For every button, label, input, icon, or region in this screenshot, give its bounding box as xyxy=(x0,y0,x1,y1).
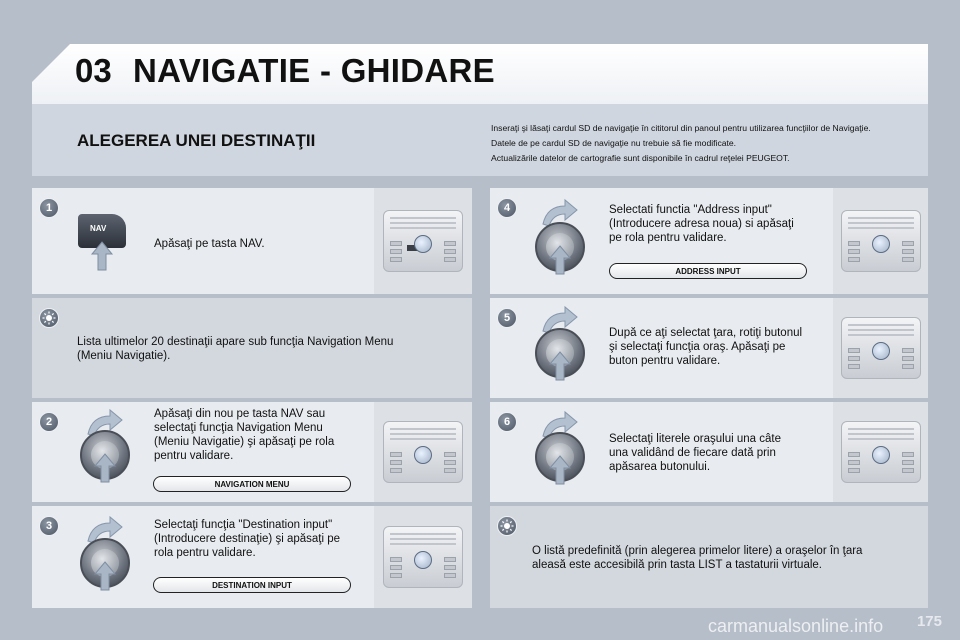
nav-key-label: NAV xyxy=(90,224,107,233)
push-arrow-icon xyxy=(548,244,572,276)
tip-1-line: (Meniu Navigatie). xyxy=(77,350,171,362)
push-arrow-icon xyxy=(90,240,114,272)
push-arrow-icon xyxy=(548,350,572,382)
tip-2-line: O listă predefinită (prin alegerea primelor litere) a oraşelor în ţara xyxy=(532,545,863,557)
tip-sun-icon xyxy=(39,308,59,328)
step-2-radio-thumb xyxy=(374,402,472,502)
step-2-number: 2 xyxy=(39,412,59,432)
push-arrow-icon xyxy=(93,560,117,592)
tip-sun-icon xyxy=(497,516,517,536)
step-4-line: Selectati functia "Address input" xyxy=(609,204,772,216)
step-2-line: selectaţi funcţia Navigation Menu xyxy=(154,422,323,434)
step-5-line: După ce aţi selectat ţara, rotiţi butonul xyxy=(609,327,803,339)
step-3-line: Selectaţi funcţia "Destination input" xyxy=(154,519,333,531)
step-1-number: 1 xyxy=(39,198,59,218)
step-5-radio-thumb xyxy=(833,298,928,398)
intro-line: Actualizările datelor de cartografie sunt disponibile în cadrul reţelei PEUGEOT. xyxy=(491,153,790,163)
step-6-line: apăsarea butonului. xyxy=(609,461,711,473)
radio-unit-icon xyxy=(841,421,921,483)
step-4-radio-thumb xyxy=(833,188,928,294)
step-4-line: (Introducere adresa noua) si apăsaţi xyxy=(609,218,794,230)
radio-unit-icon xyxy=(841,210,921,272)
step-2-line: pentru validare. xyxy=(154,450,234,462)
push-arrow-icon xyxy=(93,452,117,484)
intro-line: Inseraţi şi lăsaţi cardul SD de navigaţie în cititorul din panoul pentru utilizarea funcţiilor de Navigaţie. xyxy=(491,123,871,133)
radio-unit-icon xyxy=(841,317,921,379)
tip-2-line: aleasă este accesibilă prin tasta LIST a tastaturii virtuale. xyxy=(532,559,822,571)
watermark-text: carmanualsonline.info xyxy=(708,616,884,636)
step-3-radio-thumb xyxy=(374,506,472,608)
step-2-line: (Meniu Navigatie) şi apăsaţi pe rola xyxy=(154,436,335,448)
page-number: 175 xyxy=(916,613,942,630)
step-3-line: (Introducere destinaţie) şi apăsaţi pe xyxy=(154,533,341,545)
radio-unit-icon xyxy=(383,421,463,483)
intro-text xyxy=(491,121,921,166)
push-arrow-icon xyxy=(548,454,572,486)
step-4-number: 4 xyxy=(497,198,517,218)
tip-1-line: Lista ultimelor 20 destinaţii apare sub funcţia Navigation Menu xyxy=(77,336,394,348)
step-2-line: Apăsaţi din nou pe tasta NAV sau xyxy=(154,408,326,420)
destination-input-label: DESTINATION INPUT xyxy=(153,577,351,593)
step-6-line: Selectaţi literele oraşului una câte xyxy=(609,433,781,445)
step-5-line: buton pentru validare. xyxy=(609,355,721,367)
step-1-text: Apăsaţi pe tasta NAV. xyxy=(154,238,265,250)
step-1-radio-thumb xyxy=(374,188,472,294)
step-6-radio-thumb xyxy=(833,402,928,502)
radio-unit-icon xyxy=(383,526,463,588)
step-3-line: rola pentru validare. xyxy=(154,547,256,559)
intro-line: Datele de pe cardul SD de navigaţie nu trebuie să fie modificate. xyxy=(491,138,737,148)
step-3-number: 3 xyxy=(39,516,59,536)
step-6-line: una validând de fiecare dată prin xyxy=(609,447,776,459)
step-5-number: 5 xyxy=(497,308,517,328)
page-title: NAVIGATIE - GHIDARE xyxy=(133,52,495,89)
step-6-number: 6 xyxy=(497,412,517,432)
section-subtitle: ALEGEREA UNEI DESTINAŢII xyxy=(77,131,316,150)
radio-unit-icon xyxy=(383,210,463,272)
navigation-menu-label: NAVIGATION MENU xyxy=(153,476,351,492)
address-input-label: ADDRESS INPUT xyxy=(609,263,807,279)
chapter-number: 03 xyxy=(75,52,112,89)
step-4-line: pe rola pentru validare. xyxy=(609,232,727,244)
step-5-line: şi selectaţi funcţia oraş. Apăsaţi pe xyxy=(609,341,786,353)
